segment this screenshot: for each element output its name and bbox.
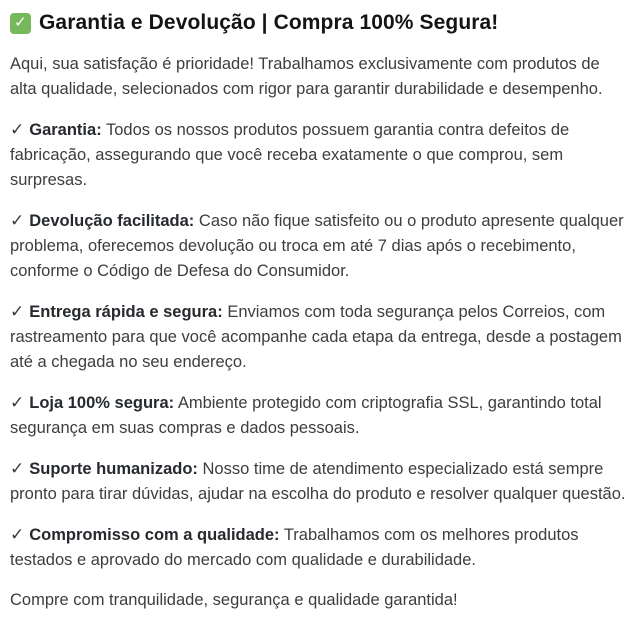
item-label: Compromisso com a qualidade: (29, 526, 280, 544)
item-text: Todos os nossos produtos possuem garantia contra defeitos de fabricação, assegurando que você receba exatamente o que comprou, sem surpresas. (10, 121, 570, 189)
item-label: Loja 100% segura: (29, 394, 175, 412)
item-suporte-humanizado (10, 456, 626, 507)
guarantee-section (10, 10, 626, 613)
item-text: Trabalhamos com os melhores produtos testados e aprovado do mercado com qualidade e durabilidade. (10, 526, 579, 569)
item-garantia (10, 117, 626, 193)
check-icon: ✓ (10, 302, 25, 321)
item-text: Ambiente protegido com criptografia SSL, garantindo total segurança em suas compras e dados pessoais. (10, 394, 602, 437)
item-label: Entrega rápida e segura: (29, 303, 223, 321)
item-entrega-rapida (10, 299, 626, 375)
page-title (10, 10, 626, 36)
item-text: Nosso time de atendimento especializado está sempre pronto para tirar dúvidas, ajudar na escolha do produto e resolver qualquer questão. (10, 460, 626, 503)
page-title-text: Garantia e Devolução | Compra 100% Segura! (39, 11, 499, 34)
item-text: Caso não fique satisfeito ou o produto apresente qualquer problema, oferecemos devolução ou troca em até 7 dias após o recebimento, conforme o Código de Defesa do Consumidor. (10, 212, 624, 280)
closing-line: Compre com tranquilidade, segurança e qualidade garantida! (10, 591, 458, 609)
check-icon: ✓ (10, 393, 25, 412)
item-label: Garantia: (29, 121, 102, 139)
item-label: Suporte humanizado: (29, 460, 198, 478)
intro-paragraph: Aqui, sua satisfação é prioridade! Trabalhamos exclusivamente com produtos de alta qualidade, selecionados com rigor para garantir durabilidade e desempenho. (10, 55, 603, 98)
check-icon: ✓ (10, 211, 25, 230)
check-icon: ✓ (10, 525, 25, 544)
item-label: Devolução facilitada: (29, 212, 195, 230)
check-icon: ✓ (10, 459, 25, 478)
item-compromisso-qualidade (10, 522, 626, 573)
item-loja-segura (10, 390, 626, 441)
item-devolucao-facilitada (10, 208, 626, 284)
item-text: Enviamos com toda segurança pelos Correios, com rastreamento para que você acompanhe cada etapa da entrega, desde a postagem até a chegada no seu endereço. (10, 303, 622, 371)
green-check-emoji: ✓ (10, 13, 31, 34)
check-icon: ✓ (10, 120, 25, 139)
